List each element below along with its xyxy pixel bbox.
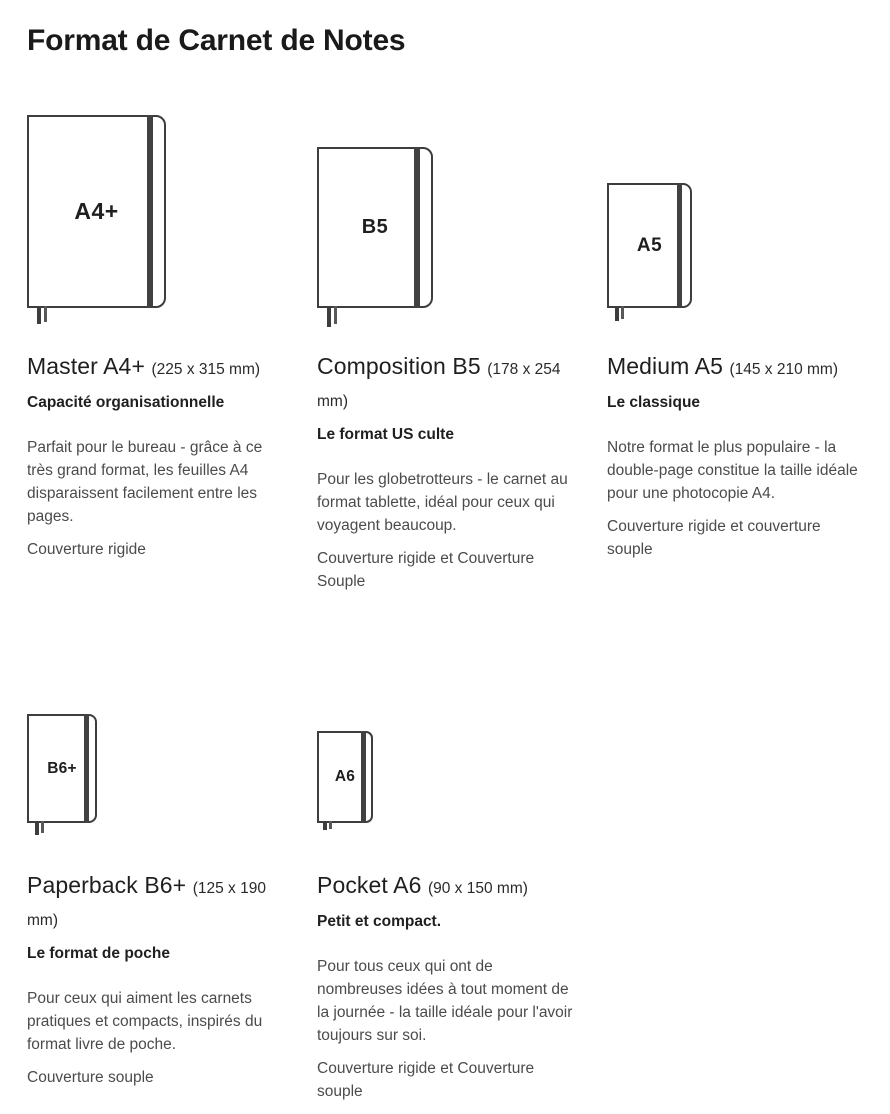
notebook-size-label: B6+ <box>47 759 77 777</box>
notebook-figure <box>607 115 869 308</box>
format-cover-options: Couverture rigide et Couverture souple <box>317 1060 535 1100</box>
bookmark-ribbon <box>327 306 331 327</box>
format-cover-options: Couverture souple <box>27 1069 154 1086</box>
notebook-figure <box>27 115 289 308</box>
notebook-figure <box>317 714 579 823</box>
notebook-illustration-b6plus <box>27 714 97 823</box>
notebook-size-label: A6 <box>334 768 356 785</box>
elastic-band <box>414 147 420 308</box>
format-description: Pour ceux qui aiment les carnets pratiques et compacts, inspirés du format livre de poche. <box>27 990 263 1053</box>
format-name <box>27 352 289 384</box>
page-title: Format de Carnet de Notes <box>27 24 406 57</box>
format-tagline: Le format US culte <box>317 426 454 443</box>
format-name <box>27 871 289 935</box>
bookmark-ribbon <box>615 306 619 321</box>
elastic-band <box>84 714 89 823</box>
format-description: Pour tous ceux qui ont de nombreuses idées à tout moment de la journée - la taille idéale pour l'avoir toujours sur soi. <box>317 958 573 1044</box>
format-dimensions: (225 x 315 mm) <box>151 361 261 378</box>
notebook-illustration-a6 <box>317 731 373 823</box>
format-tagline: Le format de poche <box>27 945 170 962</box>
format-dimensions: (90 x 150 mm) <box>427 880 528 897</box>
format-card-composition-b5 <box>317 115 579 714</box>
format-card-paperback-b6plus <box>27 714 289 1103</box>
bookmark-ribbon <box>334 306 337 324</box>
format-card-medium-a5 <box>607 115 869 714</box>
format-tagline: Le classique <box>607 394 701 411</box>
bookmark-ribbon <box>44 306 47 322</box>
format-dimensions: (145 x 210 mm) <box>729 361 839 378</box>
format-name-text: Master A4+ <box>27 353 145 379</box>
bookmark-ribbon <box>329 821 332 829</box>
bookmark-ribbon <box>621 306 624 319</box>
notebook-illustration-a5 <box>607 183 692 308</box>
notebook-figure <box>317 115 579 308</box>
elastic-band <box>147 115 153 308</box>
format-description: Pour les globetrotteurs - le carnet au format tablette, idéal pour ceux qui voyagent beaucoup. <box>317 471 568 534</box>
elastic-band <box>677 183 682 308</box>
format-name-text: Composition B5 <box>317 353 481 379</box>
format-name <box>317 352 579 416</box>
format-dimensions: (125 x 190 mm) <box>27 880 266 929</box>
format-cover-options: Couverture rigide et Couverture Souple <box>317 550 535 590</box>
bookmark-ribbon <box>37 306 41 324</box>
notebook-figure <box>27 714 289 823</box>
bookmark-ribbon <box>35 821 39 835</box>
format-description: Parfait pour le bureau - grâce à ce très grand format, les feuilles A4 disparaissent facilement entre les pages. <box>27 439 263 525</box>
format-name <box>607 352 869 384</box>
bookmark-ribbon <box>41 821 44 833</box>
format-tagline: Petit et compact. <box>317 913 442 930</box>
notebook-illustration-a4plus <box>27 115 166 308</box>
format-dimensions: (178 x 254 mm) <box>317 361 561 410</box>
notebook-size-label: A4+ <box>74 198 119 224</box>
format-card-master-a4plus <box>27 115 289 714</box>
format-cover-options: Couverture rigide <box>27 541 146 558</box>
format-card-pocket-a6 <box>317 714 579 1103</box>
format-name <box>317 871 579 903</box>
format-tagline: Capacité organisationnelle <box>27 394 225 411</box>
format-name-text: Pocket A6 <box>317 872 422 898</box>
format-name-text: Paperback B6+ <box>27 872 187 898</box>
format-description: Notre format le plus populaire - la double-page constitue la taille idéale pour une photocopie A4. <box>607 439 858 502</box>
notebook-size-label: B5 <box>361 216 389 238</box>
notebook-illustration-b5 <box>317 147 433 308</box>
format-cover-options: Couverture rigide et couverture souple <box>607 518 821 558</box>
format-name-text: Medium A5 <box>607 353 723 379</box>
bookmark-ribbon <box>323 821 327 830</box>
notebook-size-label: A5 <box>636 234 663 256</box>
elastic-band <box>361 731 366 823</box>
formats-grid <box>27 115 890 1103</box>
